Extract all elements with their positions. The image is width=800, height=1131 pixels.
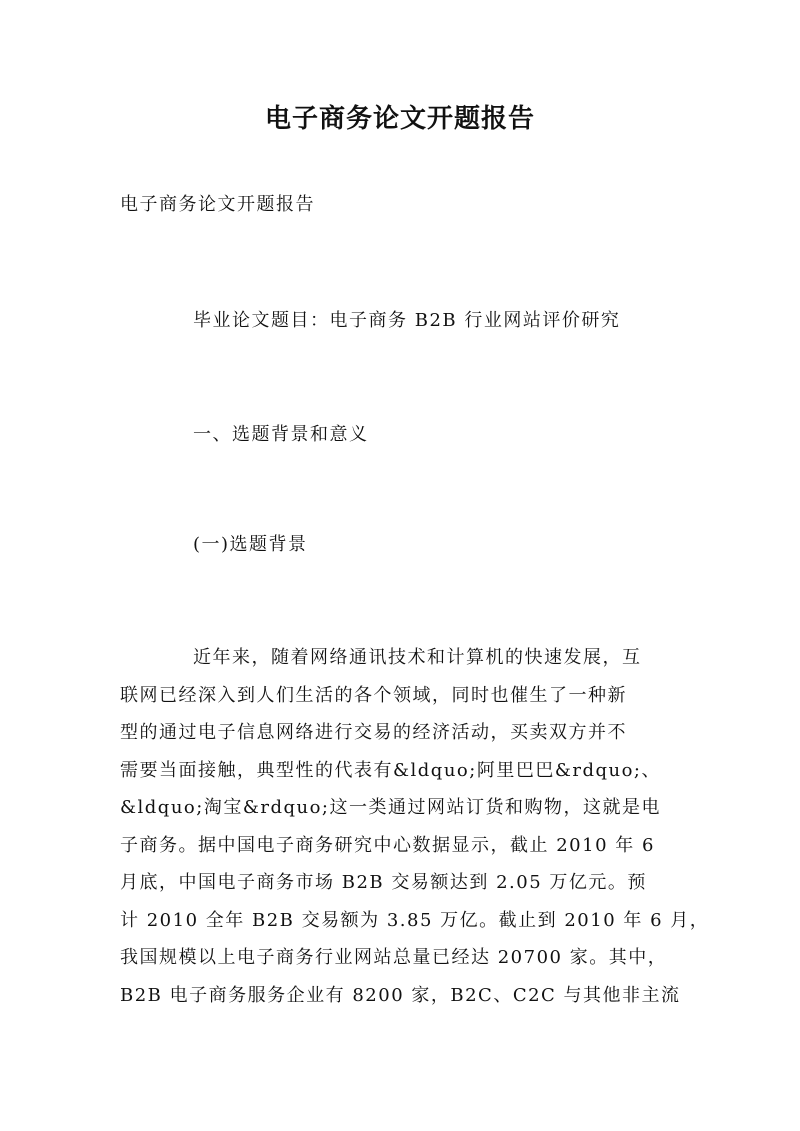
document-subtitle: 电子商务论文开题报告 xyxy=(120,194,315,215)
paragraph-line: 联网已经深入到人们生活的各个领域，同时也催生了一种新 xyxy=(120,684,627,706)
paragraph-line: 月底，中国电子商务市场 B2B 交易额达到 2.05 万亿元。预 xyxy=(120,872,647,893)
paragraph-line: 近年来，随着网络通讯技术和计算机的快速发展，互 xyxy=(193,647,642,668)
paragraph-line: 型的通过电子信息网络进行交易的经济活动，买卖双方并不 xyxy=(120,722,627,743)
paragraph-line: 计 2010 全年 B2B 交易额为 3.85 万亿。截止到 2010 年 6 月， xyxy=(120,909,710,931)
subsection-heading: (一)选题背景 xyxy=(193,534,308,555)
paragraph-line: B2B 电子商务服务企业有 8200 家，B2C、C2C 与其他非主流 xyxy=(120,984,681,1006)
document-title: 电子商务论文开题报告 xyxy=(264,104,535,134)
paragraph-line: 我国规模以上电子商务行业网站总量已经达 20700 家。其中， xyxy=(120,947,668,968)
thesis-title-line: 毕业论文题目：电子商务 B2B 行业网站评价研究 xyxy=(193,310,621,331)
body-paragraph xyxy=(120,639,710,1014)
paragraph-line: 子商务。据中国电子商务研究中心数据显示，截止 2010 年 6 xyxy=(120,834,655,856)
paragraph-line: 需要当面接触，典型性的代表有&ldquo;阿里巴巴&rdquo;、 xyxy=(120,759,661,781)
section-heading: 一、选题背景和意义 xyxy=(193,424,369,445)
paragraph-line: &ldquo;淘宝&rdquo;这一类通过网站订货和购物，这就是电 xyxy=(120,797,661,818)
